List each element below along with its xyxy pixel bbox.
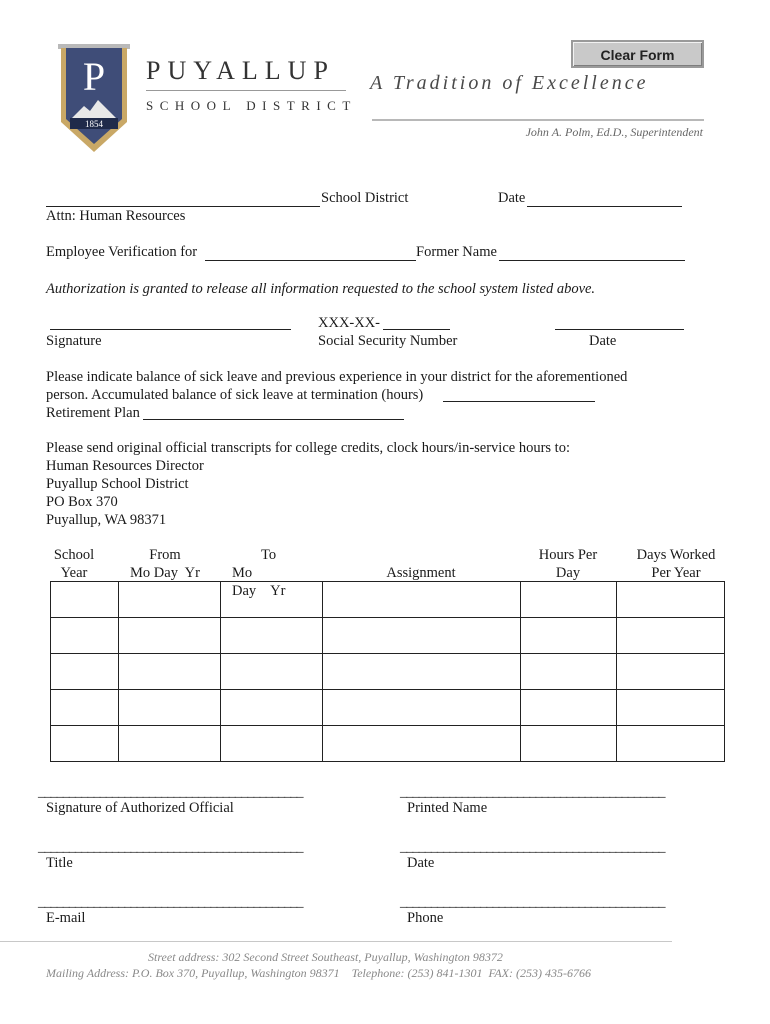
to-date-cell[interactable] [221,690,323,726]
seal-year: 1854 [85,119,103,129]
school-year-cell[interactable] [51,618,119,654]
address-line-3: PO Box 370 [46,494,118,510]
hours-per-day-cell[interactable] [521,690,617,726]
footer-street-address: Street address: 302 Second Street Southeast, Puyallup, Washington 98372 [148,950,503,964]
from-date-cell[interactable] [119,726,221,762]
retirement-plan-field[interactable] [143,419,404,420]
footer-mailing-address: Mailing Address: P.O. Box 370, Puyallup, Washington 98371 Telephone: (253) 841-1301 FAX: (253) 435-6766 [46,966,591,980]
sick-leave-text-2: person. Accumulated balance of sick leave at termination (hours) [46,387,424,403]
employee-name-field[interactable] [205,260,416,261]
title-label: Title [46,855,73,871]
official-signature-label: Signature of Authorized Official [46,800,234,816]
days-worked-cell[interactable] [617,690,725,726]
phone-field[interactable]: ___________________________________________ [400,894,665,910]
days-worked-cell[interactable] [617,582,725,618]
transcripts-request: Please send original official transcripts for college credits, clock hours/in-service hours to: [46,440,570,456]
assignment-cell[interactable] [323,582,521,618]
hours-per-day-cell[interactable] [521,582,617,618]
sick-leave-text-1: Please indicate balance of sick leave and previous experience in your district for the aforementioned [46,369,628,385]
to-date-cell[interactable] [221,726,323,762]
table-row [51,618,725,654]
signature-field[interactable] [50,329,291,330]
school-year-cell[interactable] [51,726,119,762]
superintendent-line: John A. Polm, Ed.D., Superintendent [525,125,703,139]
from-date-cell[interactable] [119,582,221,618]
school-district-label: School District [321,190,409,206]
printed-name-field[interactable]: ___________________________________________ [400,784,665,800]
address-line-4: Puyallup, WA 98371 [46,512,167,528]
ssn-field[interactable] [383,329,450,330]
school-year-cell[interactable] [51,654,119,690]
hours-per-day-cell[interactable] [521,654,617,690]
school-year-cell[interactable] [51,690,119,726]
days-worked-cell[interactable] [617,726,725,762]
printed-name-label: Printed Name [407,800,488,816]
col-header-from: From Mo Day Yr [130,547,200,581]
table-row [51,690,725,726]
col-header-school-year: School Year [53,547,95,581]
signature-label: Signature [46,333,102,349]
ssn-label: Social Security Number [318,333,458,349]
signature-date-field[interactable] [555,329,684,330]
col-header-days: Days Worked Per Year [636,547,716,581]
email-label: E-mail [46,910,86,926]
former-name-field[interactable] [499,260,685,261]
hours-per-day-cell[interactable] [521,618,617,654]
assignment-cell[interactable] [323,726,521,762]
address-line-2: Puyallup School District [46,476,189,492]
sick-leave-hours-field[interactable] [443,401,595,402]
school-year-cell[interactable] [51,582,119,618]
footer-divider [0,941,672,942]
signature-date-label: Date [589,333,617,349]
assignment-cell[interactable] [323,654,521,690]
school-district-field[interactable] [46,206,320,207]
col-header-hours: Hours Per Day [538,547,598,581]
official-date-label: Date [407,855,435,871]
table-row [51,726,725,762]
to-date-cell[interactable] [221,654,323,690]
to-date-cell[interactable] [221,618,323,654]
assignment-cell[interactable] [323,690,521,726]
col-header-to: To Mo Day Yr [232,547,286,599]
days-worked-cell[interactable] [617,618,725,654]
date-label: Date [498,190,526,206]
seal-letter: P [82,54,106,99]
tagline: A Tradition of Excellence [370,72,649,94]
attn-line: Attn: Human Resources [46,208,186,224]
from-date-cell[interactable] [119,690,221,726]
table-row [51,582,725,618]
col-header-assignment: Assignment [386,565,456,581]
district-name: PUYALLUP [146,56,335,85]
assignment-cell[interactable] [323,618,521,654]
date-field[interactable] [527,206,682,207]
title-field[interactable]: ___________________________________________ [38,839,303,855]
district-subtitle: SCHOOL DISTRICT [146,98,357,113]
phone-label: Phone [407,910,444,926]
official-date-field[interactable]: ___________________________________________ [400,839,665,855]
from-date-cell[interactable] [119,618,221,654]
hours-per-day-cell[interactable] [521,726,617,762]
header-divider [372,119,704,121]
ssn-prefix: XXX-XX- [318,315,381,331]
table-row [51,654,725,690]
email-field[interactable]: ___________________________________________ [38,894,303,910]
to-date-cell[interactable] [221,582,323,618]
employee-verification-label: Employee Verification for [46,244,198,260]
clear-form-button[interactable]: Clear Form [571,40,704,68]
address-line-1: Human Resources Director [46,458,204,474]
official-signature-field[interactable]: ___________________________________________ [38,784,303,800]
brand-divider [146,90,346,91]
days-worked-cell[interactable] [617,654,725,690]
authorization-statement: Authorization is granted to release all information requested to the school system listed above. [46,281,596,297]
retirement-plan-label: Retirement Plan [46,405,140,421]
former-name-label: Former Name [416,244,497,260]
from-date-cell[interactable] [119,654,221,690]
work-history-table [50,581,725,762]
